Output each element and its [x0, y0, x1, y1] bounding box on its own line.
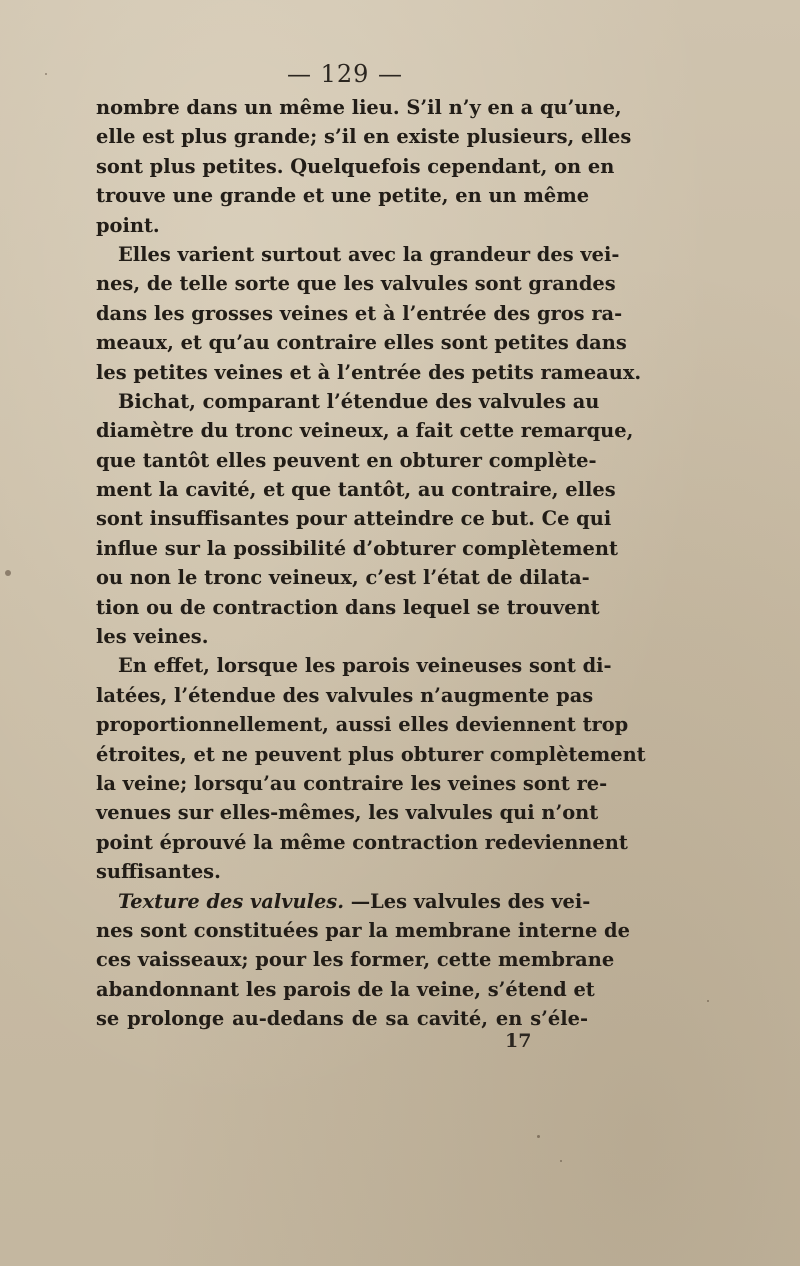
page-number: — 129 —	[286, 60, 404, 88]
paragraph	[96, 387, 634, 652]
foxing-speck	[707, 1000, 709, 1002]
text-line: tion ou de contraction dans lequel se trouvent	[96, 595, 600, 619]
text-line: étroites, et ne peuvent plus obturer complètement	[96, 742, 646, 766]
text-line: nes, de telle sorte que les valvules sont grandes	[96, 272, 616, 296]
text-line: ment la cavité, et que tantôt, au contraire, elles	[96, 478, 616, 502]
foxing-speck	[560, 1160, 562, 1162]
text-line: sont plus petites. Quelquefois cependant, on en	[96, 154, 615, 178]
text-line: sont insuffisantes pour atteindre ce but. Ce qui	[96, 507, 612, 531]
text-line: Elles varient surtout avec la grandeur des vei-	[118, 242, 620, 266]
text-line: abandonnant les parois de la veine, s’étend et	[96, 977, 595, 1001]
text-line: dans les grosses veines et à l’entrée des gros ra-	[96, 301, 623, 325]
paragraph	[96, 651, 646, 886]
section-heading: Texture des valvules.	[118, 889, 344, 913]
text-line: meaux, et qu’au contraire elles sont petites dans	[96, 331, 627, 355]
text-line: diamètre du tronc veineux, a fait cette remarque,	[96, 419, 634, 443]
text-line: elle est plus grande; s’il en existe plusieurs, elles	[96, 125, 632, 149]
text-line: se prolonge au-dedans de sa cavité, en s’éle-	[96, 1007, 588, 1031]
text-line: Bichat, comparant l’étendue des valvules au	[118, 389, 600, 413]
foxing-speck	[45, 73, 47, 75]
text-line: trouve une grande et une petite, en un même	[96, 184, 590, 208]
text-line: nes sont constituées par la membrane interne de	[96, 918, 630, 942]
text-line: ou non le tronc veineux, c’est l’état de dilata-	[96, 566, 590, 590]
foxing-speck	[5, 570, 11, 576]
body-text	[96, 93, 646, 1034]
text-line: point.	[96, 213, 160, 237]
text-line: venues sur elles-mêmes, les valvules qui n’ont	[96, 801, 599, 825]
text-line: influe sur la possibilité d’obturer complètement	[96, 536, 618, 560]
text-line: les veines.	[96, 625, 209, 649]
foxing-speck	[537, 1135, 540, 1138]
paragraph	[96, 93, 632, 240]
text-line: point éprouvé la même contraction redeviennent	[96, 830, 628, 854]
text-line: que tantôt elles peuvent en obturer complète-	[96, 448, 597, 472]
signature-mark: 17	[505, 1030, 532, 1052]
text-line: ces vaisseaux; pour les former, cette membrane	[96, 948, 615, 972]
text-line	[96, 887, 591, 916]
text-line: la veine; lorsqu’au contraire les veines sont re-	[96, 771, 608, 795]
paragraph	[96, 887, 630, 1034]
text-line: suffisantes.	[96, 860, 221, 884]
text-line: les petites veines et à l’entrée des petits rameaux.	[96, 360, 642, 384]
paragraph	[96, 240, 642, 387]
text-line: nombre dans un même lieu. S’il n’y en a qu’une,	[96, 96, 622, 119]
text-line: proportionnellement, aussi elles deviennent trop	[96, 713, 629, 737]
heading-line-rest: —Les valvules des vei-	[343, 889, 591, 913]
text-line: latées, l’étendue des valvules n’augmente pas	[96, 683, 594, 707]
text-line: En effet, lorsque les parois veineuses sont di-	[118, 654, 612, 678]
